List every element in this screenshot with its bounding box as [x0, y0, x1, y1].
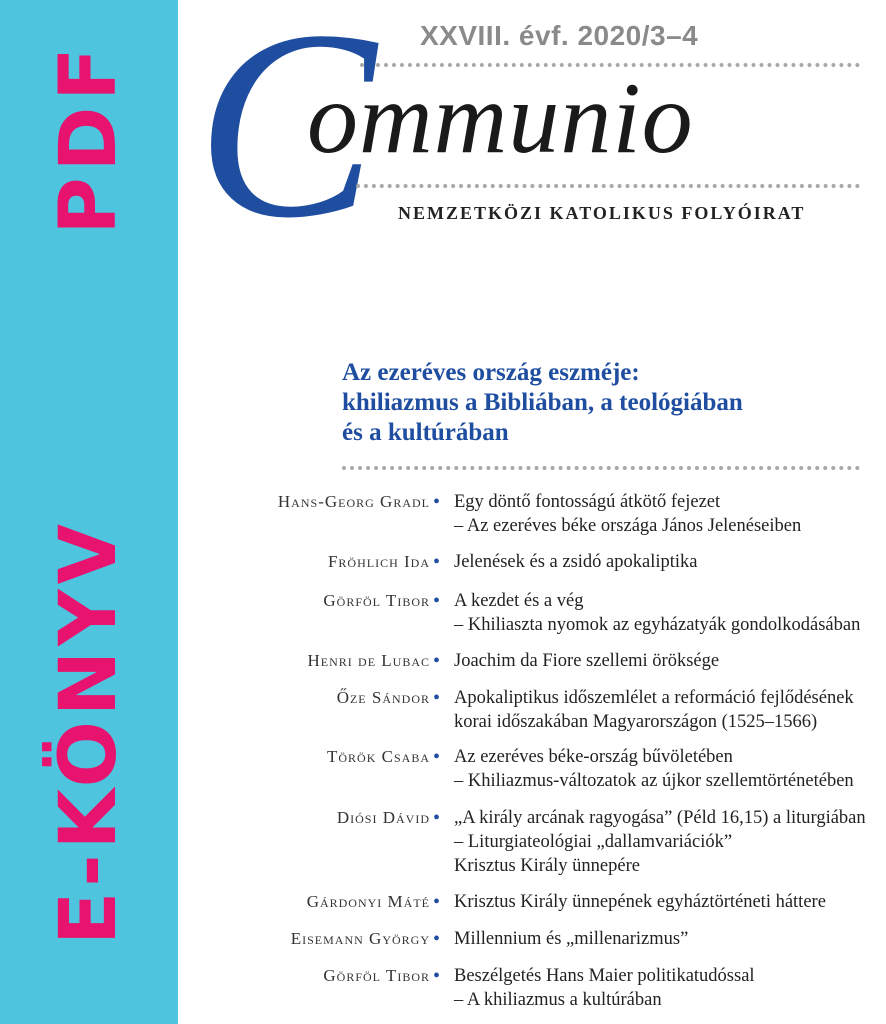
toc-title-line: – Az ezeréves béke országa János Jelenéseiben [454, 516, 802, 536]
toc-title-line: korai időszakában Magyarországon (1525–1566) [454, 712, 818, 732]
toc-title [454, 550, 698, 574]
toc-title-line: Apokaliptikus időszemlélet a reformáció fejlődésének [454, 688, 854, 708]
dotted-divider-masthead [356, 184, 860, 188]
toc-author: Török Csaba [327, 747, 430, 766]
toc-bullet: • [433, 551, 441, 573]
toc-title-line: Joachim da Fiore szellemi öröksége [454, 651, 720, 671]
theme-line: khiliazmus a Bibliában, a teológiában [342, 389, 743, 416]
toc-title-line: Egy döntő fontosságú átkötő fejezet [454, 492, 721, 512]
toc-title-line: – Khiliazmus-változatok az újkor szellemtörténetében [454, 771, 854, 791]
toc-title [454, 649, 719, 673]
toc-author: Görföl Tibor [323, 591, 430, 610]
toc-bullet: • [433, 891, 441, 913]
toc-author: Gárdonyi Máté [306, 892, 430, 911]
toc-title [454, 806, 866, 878]
issue-number: XXVIII. évf. 2020/3–4 [420, 20, 699, 51]
toc-title [454, 927, 688, 951]
toc-bullet: • [433, 687, 441, 709]
toc-title-line: – Liturgiateológiai „dallamvariációk” [454, 832, 733, 852]
toc-title-line: Beszélgetés Hans Maier politikatudóssal [454, 966, 755, 986]
toc-title [454, 490, 801, 538]
toc-title [454, 686, 854, 734]
issue-theme [342, 358, 862, 448]
toc-author: Henri de Lubac [307, 651, 430, 670]
toc-author: Fröhlich Ida [327, 552, 430, 571]
toc-title-line: Krisztus Király ünnepére [454, 856, 640, 876]
toc-author: Görföl Tibor [323, 966, 430, 985]
sidebar-banner [0, 0, 178, 1024]
toc-title [454, 890, 826, 914]
toc-bullet: • [433, 928, 441, 950]
dotted-divider-theme [342, 466, 860, 470]
toc-title-line: A kezdet és a vég [454, 591, 584, 611]
toc-title [454, 964, 755, 1012]
toc-title-line: Krisztus Király ünnepének egyháztörténeti háttere [454, 892, 826, 912]
toc-title-line: „A király arcának ragyogása” (Péld 16,15) a liturgiában [454, 808, 866, 828]
toc-author: Eisemann György [290, 929, 430, 948]
toc-author: Diósi Dávid [336, 808, 430, 827]
toc-title-line: – Khiliaszta nyomok az egyházatyák gondolkodásában [454, 615, 861, 635]
masthead-initial: C [196, 0, 377, 274]
masthead-title: ommunio [307, 62, 694, 175]
toc-title-line: Millennium és „millenarizmus” [454, 929, 689, 949]
toc-bullet: • [433, 650, 441, 672]
toc-bullet: • [433, 590, 441, 612]
toc-bullet: • [433, 746, 441, 768]
toc-author: Őze Sándor [336, 688, 430, 707]
toc-title-line: Jelenések és a zsidó apokaliptika [454, 552, 698, 572]
ebook-label: E-KÖNYV [44, 518, 134, 946]
toc-bullet: • [433, 965, 441, 987]
toc-bullet: • [433, 807, 441, 829]
theme-line: Az ezeréves ország eszméje: [342, 359, 640, 386]
theme-line: és a kultúrában [342, 419, 509, 446]
toc-title-line: – A khiliazmus a kultúrában [454, 990, 662, 1010]
toc-title [454, 745, 854, 793]
toc-bullet: • [433, 491, 441, 513]
toc-author: Hans-Georg Gradl [277, 492, 430, 511]
toc-title [454, 589, 860, 637]
journal-subtitle: NEMZETKÖZI KATOLIKUS FOLYÓIRAT [398, 203, 806, 223]
toc-title-line: Az ezeréves béke-ország bűvöletében [454, 747, 733, 767]
pdf-label: PDF [44, 41, 134, 235]
